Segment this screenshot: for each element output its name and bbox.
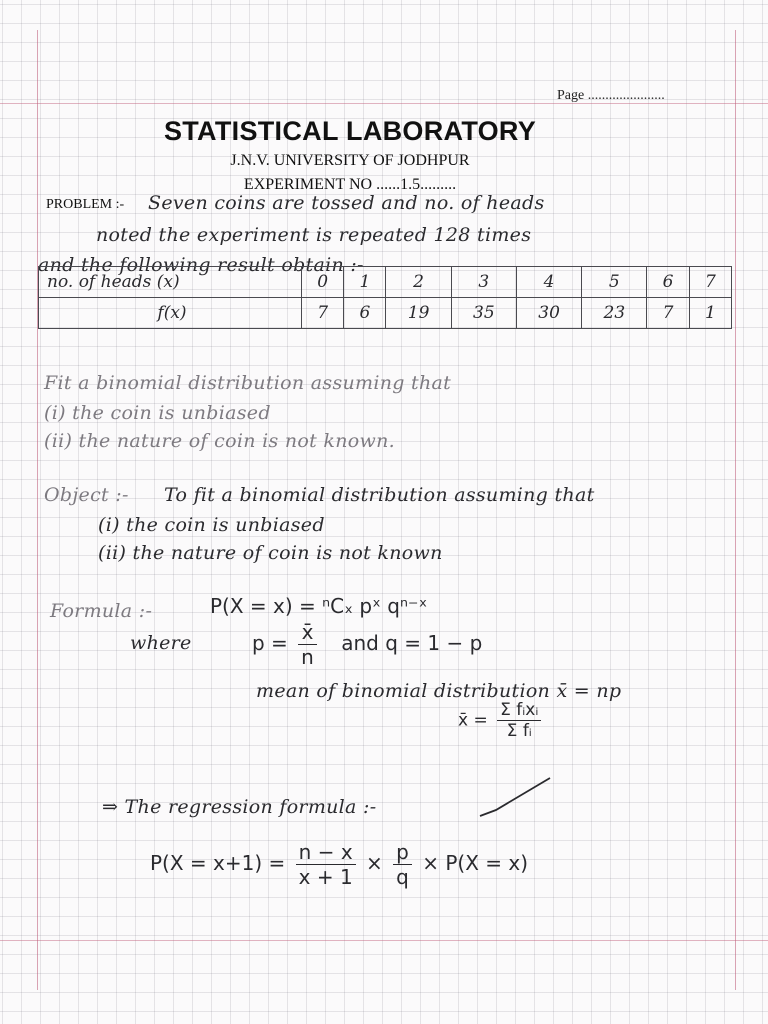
reg-fraction-1 xyxy=(296,840,356,889)
table-cell: 7 xyxy=(302,298,344,329)
problem-label: PROBLEM :- xyxy=(46,197,125,212)
table-row-label: no. of heads (x) xyxy=(39,267,302,298)
table-cell: 5 xyxy=(582,267,647,298)
task-line-1: Fit a binomial distribution assuming that xyxy=(44,372,452,394)
table-cell: 7 xyxy=(689,267,731,298)
margin-line-left xyxy=(37,30,38,990)
table-cell: 2 xyxy=(386,267,451,298)
xbar-den: Σ fᵢ xyxy=(506,721,532,741)
lab-title: STATISTICAL LABORATORY xyxy=(163,116,537,146)
tick-mark-icon xyxy=(476,772,556,822)
table-row-heads xyxy=(39,267,732,298)
page-number-label: Page ...................... xyxy=(557,88,665,103)
table-cell: 6 xyxy=(647,267,689,298)
table-row-label: f(x) xyxy=(39,298,302,329)
binomial-formula: P(X = x) = ⁿCₓ pˣ qⁿ⁻ˣ xyxy=(210,594,428,618)
table-cell: 1 xyxy=(344,267,386,298)
problem-line-2: noted the experiment is repeated 128 times xyxy=(96,224,532,246)
table-cell: 7 xyxy=(647,298,689,329)
table-cell: 1 xyxy=(689,298,731,329)
p-definition-left: p = xyxy=(252,631,288,655)
reg-left: P(X = x+1) = xyxy=(150,851,286,875)
object-line-1: To fit a binomial distribution assuming that xyxy=(164,484,595,506)
task-line-2: (i) the coin is unbiased xyxy=(44,402,271,424)
reg-fraction-2 xyxy=(393,840,412,889)
table-cell: 6 xyxy=(344,298,386,329)
table-cell: 3 xyxy=(451,267,516,298)
formula-label: Formula :- xyxy=(50,600,153,622)
object-line-2: (i) the coin is unbiased xyxy=(98,514,325,536)
object-label: Object :- xyxy=(44,484,129,506)
experiment-number: EXPERIMENT NO ......1.5......... xyxy=(243,176,457,193)
reg-times: × xyxy=(366,851,383,875)
table-cell: 19 xyxy=(386,298,451,329)
task-line-3: (ii) the nature of coin is not known. xyxy=(44,430,395,452)
reg-den-1: x + 1 xyxy=(298,865,353,889)
university-name: J.N.V. UNIVERSITY OF JODHPUR xyxy=(230,152,470,169)
regression-formula xyxy=(150,840,528,889)
table-cell: 4 xyxy=(516,267,581,298)
footer-rule xyxy=(0,940,768,941)
table-cell: 23 xyxy=(582,298,647,329)
margin-line-right xyxy=(735,30,736,990)
q-definition: and q = 1 − p xyxy=(341,631,483,655)
problem-line-3: and the following result obtain :- xyxy=(38,254,364,276)
table-cell: 35 xyxy=(451,298,516,329)
object-line-3: (ii) the nature of coin is not known xyxy=(98,542,443,564)
mean-line: mean of binomial distribution x̄ = np xyxy=(256,680,622,702)
xbar-fraction xyxy=(497,700,541,741)
reg-num-1: n − x xyxy=(296,840,356,865)
p-fraction-den: n xyxy=(301,645,314,669)
table-cell: 0 xyxy=(302,267,344,298)
regression-label: ⇒ The regression formula :- xyxy=(102,796,377,818)
where-label: where xyxy=(130,632,192,654)
xbar-formula xyxy=(458,700,545,741)
reg-num-2: p xyxy=(393,840,412,865)
table-row-frequency xyxy=(39,298,732,329)
p-fraction xyxy=(298,620,317,669)
xbar-left: x̄ = xyxy=(458,710,488,731)
reg-right: × P(X = x) xyxy=(422,851,529,875)
problem-line-1: Seven coins are tossed and no. of heads xyxy=(148,192,545,214)
p-definition xyxy=(252,620,482,669)
p-fraction-num: x̄ xyxy=(298,620,317,645)
xbar-num: Σ fᵢxᵢ xyxy=(497,700,541,721)
reg-den-2: q xyxy=(396,865,409,889)
table-cell: 30 xyxy=(516,298,581,329)
frequency-table xyxy=(38,266,732,329)
